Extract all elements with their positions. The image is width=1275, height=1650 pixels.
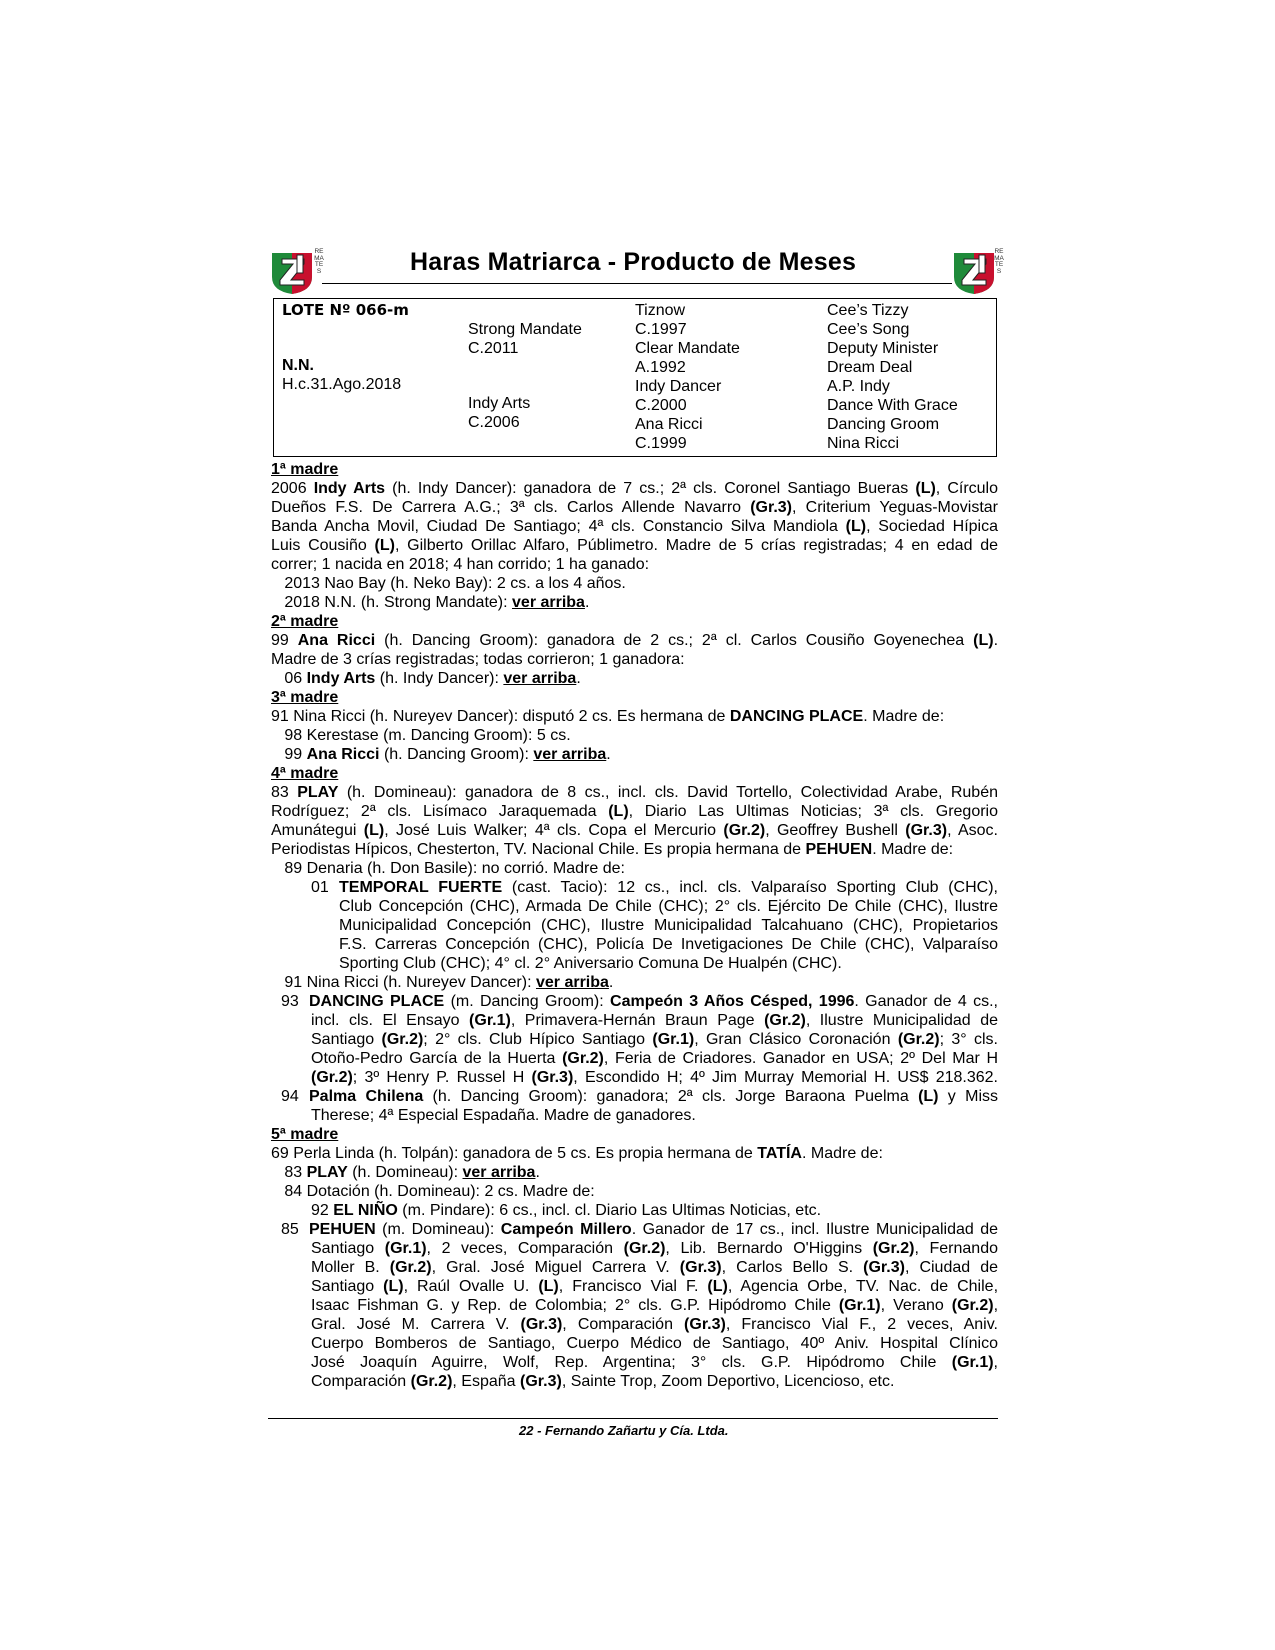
section-heading: 1ª madre: [271, 461, 339, 478]
dam-sire: Indy Dancer: [635, 378, 722, 395]
text-line: Isaac Fishman G. y Rep. de Colombia; 2° cls. G.P. Hipódromo Chile (Gr.1), Verano (Gr.2),: [311, 1297, 999, 1314]
remates-logo-left: [270, 249, 322, 295]
grandsire-1: Cee’s Tizzy: [827, 302, 909, 319]
text-line: (Gr.2); 3º Henry P. Russel H (Gr.3), Escondido H; 4º Jim Murray Memorial H. US$ 218.362.: [311, 1069, 998, 1086]
grandsire-4: Dream Deal: [827, 359, 913, 376]
bold-text: PEHUEN: [309, 1221, 376, 1238]
text-line: 94 Palma Chilena (h. Dancing Groom): ganadora; 2ª cls. Jorge Baraona Puelma (L) y Miss: [281, 1088, 999, 1105]
page-footer: 22 - Fernando Zañartu y Cía. Ltda.: [519, 1423, 729, 1438]
text-line: 01 TEMPORAL FUERTE (cast. Tacio): 12 cs., incl. cls. Valparaíso Sporting Club (CHC),: [311, 879, 998, 896]
bold-text: (Gr.3): [684, 1316, 726, 1333]
text-line: Santiago (L), Raúl Ovalle U. (L), Francisco Vial F. (L), Agencia Orbe, TV. Nac. de Chile,: [311, 1278, 999, 1295]
text-line: 2018 N.N. (h. Strong Mandate): ver arriba.: [271, 594, 590, 611]
text-line: F.S. Carreras Concepción (CHC), Policía De Invetigaciones De Chile (CHC), Valparaíso: [339, 936, 998, 953]
text-line: 99 Ana Ricci (h. Dancing Groom): ganadora de 2 cs.; 2ª cl. Carlos Cousiño Goyenechea (L).: [271, 632, 999, 649]
text-line: 92 EL NIÑO (m. Pindare): 6 cs., incl. cl. Diario Las Ultimas Noticias, etc.: [311, 1202, 822, 1219]
bold-text: (Gr.3): [520, 1316, 563, 1333]
text-line: Madre de 3 crías registradas; todas corrieron; 1 ganadora:: [271, 651, 685, 668]
sire-dam-year: A.1992: [635, 359, 686, 376]
text-line: Therese; 4ª Especial Espadaña. Madre de ganadores.: [311, 1107, 696, 1124]
bold-text: (Gr.2): [311, 1069, 353, 1086]
logo-text: REMATES: [994, 248, 1004, 275]
text-line: 2006 Indy Arts (h. Indy Dancer): ganadora de 7 cs.; 2ª cls. Coronel Santiago Bueras (L), Círculo: [271, 480, 999, 497]
grandsire-2: Cee’s Song: [827, 321, 910, 338]
text-line: 83 PLAY (h. Domineau): ver arriba.: [271, 1164, 540, 1181]
bold-text: (Gr.1): [652, 1031, 695, 1048]
text-line: 99 Ana Ricci (h. Dancing Groom): ver arriba.: [271, 746, 611, 763]
bold-text: (Gr.2): [764, 1012, 806, 1029]
bold-text: (Gr.1): [469, 1012, 511, 1029]
bold-text: (L): [538, 1278, 559, 1295]
bold-text: (Gr.2): [562, 1050, 604, 1067]
foal-info: H.c.31.Ago.2018: [282, 376, 402, 393]
grandsire-6: Dance With Grace: [827, 397, 958, 414]
text-line: Comparación (Gr.2), España (Gr.3), Sainte Trop, Zoom Deportivo, Licencioso, etc.: [311, 1373, 895, 1390]
text-line: Periodistas Hípicos, Chesterton, TV. Nacional Chile. Es propia hermana de PEHUEN. Madre de:: [271, 841, 954, 858]
bold-text: (Gr.3): [750, 499, 793, 516]
bold-text: (Gr.2): [389, 1259, 432, 1276]
text-line: 91 Nina Ricci (h. Nureyev Dancer): disputó 2 cs. Es hermana de DANCING PLACE. Madre de:: [271, 708, 945, 725]
bold-text: (L): [973, 632, 994, 649]
grandsire-7: Dancing Groom: [827, 416, 940, 433]
text-line: Moller B. (Gr.2), Gral. José Miguel Carrera V. (Gr.3), Carlos Bello S. (Gr.3), Ciudad de: [311, 1259, 998, 1276]
text-line: Rodríguez; 2ª cls. Lisímaco Jaraquemada (L), Diario Las Ultimas Noticias; 3ª cls. Gregorio: [271, 803, 999, 820]
dam-year: C.2006: [468, 414, 520, 431]
text-line: 83 PLAY (h. Domineau): ganadora de 8 cs., incl. cls. David Tortello, Colectividad Arabe, Rubén: [271, 784, 998, 801]
text-line: Dueños F.S. De Carrera A.G.; 3ª cls. Carlos Allende Navarro (Gr.3), Criterium Yeguas-Movistar: [271, 499, 998, 516]
bold-text: (Gr.2): [410, 1373, 453, 1390]
bold-text: Indy Arts: [313, 480, 386, 497]
bold-text: (Gr.2): [723, 822, 766, 839]
bold-text: (L): [707, 1278, 728, 1295]
text-line: 69 Perla Linda (h. Tolpán): ganadora de 5 cs. Es propia hermana de TATÍA. Madre de:: [271, 1145, 883, 1162]
bold-text: (L): [363, 822, 385, 839]
bold-text: (Gr.2): [381, 1031, 424, 1048]
bold-text: (Gr.3): [905, 822, 948, 839]
bold-text: Indy Arts: [306, 670, 376, 687]
text-line: 85 PEHUEN (m. Domineau): Campeón Millero. Ganador de 17 cs., incl. Ilustre Municipalidad de: [281, 1221, 999, 1238]
text-line: Otoño-Pedro García de la Huerta (Gr.2), Feria de Criadores. Ganador en USA; 2º Del Mar H: [311, 1050, 999, 1067]
bold-text: Ana Ricci: [306, 746, 380, 763]
text-line: Santiago (Gr.1), 2 veces, Comparación (Gr.2), Lib. Bernardo O'Higgins (Gr.2), Fernando: [311, 1240, 999, 1257]
dam-sire-year: C.2000: [635, 397, 687, 414]
bold-text: (L): [845, 518, 867, 535]
see-above-link: ver arriba: [535, 974, 609, 991]
lot-number: LOTE Nº 066-m: [282, 301, 409, 319]
text-line: correr; 1 nacida en 2018; 4 han corrido; 1 ha ganado:: [271, 556, 650, 573]
bold-text: (Gr.1): [384, 1240, 427, 1257]
bold-text: DANCING PLACE: [729, 708, 864, 725]
text-line: 2013 Nao Bay (h. Neko Bay): 2 cs. a los 4 años.: [271, 575, 626, 592]
bold-text: (Gr.3): [679, 1259, 722, 1276]
see-above-link: ver arriba: [533, 746, 607, 763]
text-line: 93 DANCING PLACE (m. Dancing Groom): Campeón 3 Años Césped, 1996. Ganador de 4 cs.,: [281, 993, 999, 1010]
bold-text: TATÍA: [757, 1145, 802, 1162]
text-line: Club Concepción (CHC), Armada De Chile (CHC); 2° cls. Ejército De Chile (CHC), Ilustre: [339, 898, 998, 915]
footer-rule: [268, 1418, 998, 1419]
bold-text: (L): [374, 537, 395, 554]
pedigree-notes: [271, 460, 998, 1391]
bold-text: Campeón 3 Años Césped, 1996: [610, 993, 855, 1010]
page-title: Haras Matriarca - Producto de Meses: [410, 248, 857, 276]
bold-text: PEHUEN: [805, 841, 873, 858]
text-line: Municipalidad Concepción (CHC), Ilustre Municipalidad Talcahuano (CHC), Propietarios: [339, 917, 998, 934]
bold-text: PLAY: [306, 1164, 348, 1181]
see-above-link: ver arriba: [503, 670, 577, 687]
bold-text: (L): [915, 480, 936, 497]
bold-text: PLAY: [297, 784, 339, 801]
dam-dam-year: C.1999: [635, 435, 687, 452]
bold-text: (Gr.3): [863, 1259, 905, 1276]
bold-text: (Gr.2): [623, 1240, 666, 1257]
text-line: 06 Indy Arts (h. Indy Dancer): ver arriba.: [271, 670, 581, 687]
bold-text: (Gr.3): [520, 1373, 562, 1390]
dam-dam: Ana Ricci: [635, 416, 703, 433]
text-line: 89 Denaria (h. Don Basile): no corrió. Madre de:: [271, 860, 625, 877]
section-heading: 3ª madre: [271, 689, 339, 706]
logo-text: REMATES: [314, 248, 324, 275]
bold-text: Campeón Millero: [500, 1221, 632, 1238]
sire-dam: Clear Mandate: [635, 340, 740, 357]
sire-year: C.2011: [468, 340, 519, 357]
text-line: José Joaquín Aguirre, Wolf, Rep. Argentina; 3° cls. G.P. Hipódromo Chile (Gr.1),: [311, 1354, 998, 1371]
see-above-link: ver arriba: [512, 594, 585, 611]
text-line: Cuerpo Bomberos de Santiago, Cuerpo Médico de Santiago, 40º Aniv. Hospital Clínico: [311, 1335, 998, 1352]
bold-text: (L): [608, 803, 629, 820]
pedigree-table: [273, 298, 997, 457]
text-line: 98 Kerestase (m. Dancing Groom): 5 cs.: [271, 727, 571, 744]
text-line: Santiago (Gr.2); 2° cls. Club Hípico Santiago (Gr.1), Gran Clásico Coronación (Gr.2); 3° cls.: [311, 1031, 998, 1048]
text-line: Sporting Club (CHC); 4° cl. 2° Aniversario Comuna De Hualpén (CHC).: [339, 955, 842, 972]
bold-text: (L): [383, 1278, 404, 1295]
section-heading: 2ª madre: [271, 613, 339, 630]
bold-text: TEMPORAL FUERTE: [339, 879, 503, 896]
text-line: 84 Dotación (h. Domineau): 2 cs. Madre de:: [271, 1183, 595, 1200]
bold-text: (Gr.3): [531, 1069, 574, 1086]
section-heading: 4ª madre: [271, 765, 339, 782]
bold-text: (L): [918, 1088, 939, 1105]
bold-text: Palma Chilena: [309, 1088, 424, 1105]
grandsire-3: Deputy Minister: [827, 340, 939, 357]
text-line: Banda Ancha Movil, Ciudad De Santiago; 4ª cls. Constancio Silva Mandiola (L), Sociedad Hípica: [271, 518, 999, 535]
remates-logo-right: [952, 249, 1004, 295]
sire-sire-year: C.1997: [635, 321, 687, 338]
bold-text: (Gr.1): [838, 1297, 881, 1314]
bold-text: Ana Ricci: [297, 632, 376, 649]
bold-text: DANCING PLACE: [309, 993, 445, 1010]
horse-name: N.N.: [282, 357, 314, 374]
dam: Indy Arts: [468, 395, 531, 412]
sire-sire: Tiznow: [635, 302, 686, 319]
grandsire-5: A.P. Indy: [827, 378, 890, 395]
bold-text: (Gr.2): [897, 1031, 940, 1048]
text-line: 91 Nina Ricci (h. Nureyev Dancer): ver arriba.: [271, 974, 614, 991]
bold-text: (Gr.1): [951, 1354, 994, 1371]
text-line: Amunátegui (L), José Luis Walker; 4ª cls. Copa el Mercurio (Gr.2), Geoffrey Bushell (Gr.3), Asoc.: [271, 822, 998, 839]
bold-text: (Gr.2): [872, 1240, 915, 1257]
text-line: Gral. José M. Carrera V. (Gr.3), Comparación (Gr.3), Francisco Vial F., 2 veces, Aniv.: [311, 1316, 998, 1333]
grandsire-8: Nina Ricci: [827, 435, 900, 452]
title-rule: [322, 283, 952, 284]
text-line: Luis Cousiño (L), Gilberto Orillac Alfaro, Públimetro. Madre de 5 crías registradas; 4 en edad de: [271, 537, 998, 554]
sire: Strong Mandate: [468, 321, 582, 338]
text-line: incl. cls. El Ensayo (Gr.1), Primavera-Hernán Braun Page (Gr.2), Ilustre Municipalidad de: [311, 1012, 999, 1029]
section-heading: 5ª madre: [271, 1126, 339, 1143]
bold-text: (Gr.2): [951, 1297, 994, 1314]
see-above-link: ver arriba: [462, 1164, 536, 1181]
bold-text: EL NIÑO: [333, 1202, 398, 1219]
